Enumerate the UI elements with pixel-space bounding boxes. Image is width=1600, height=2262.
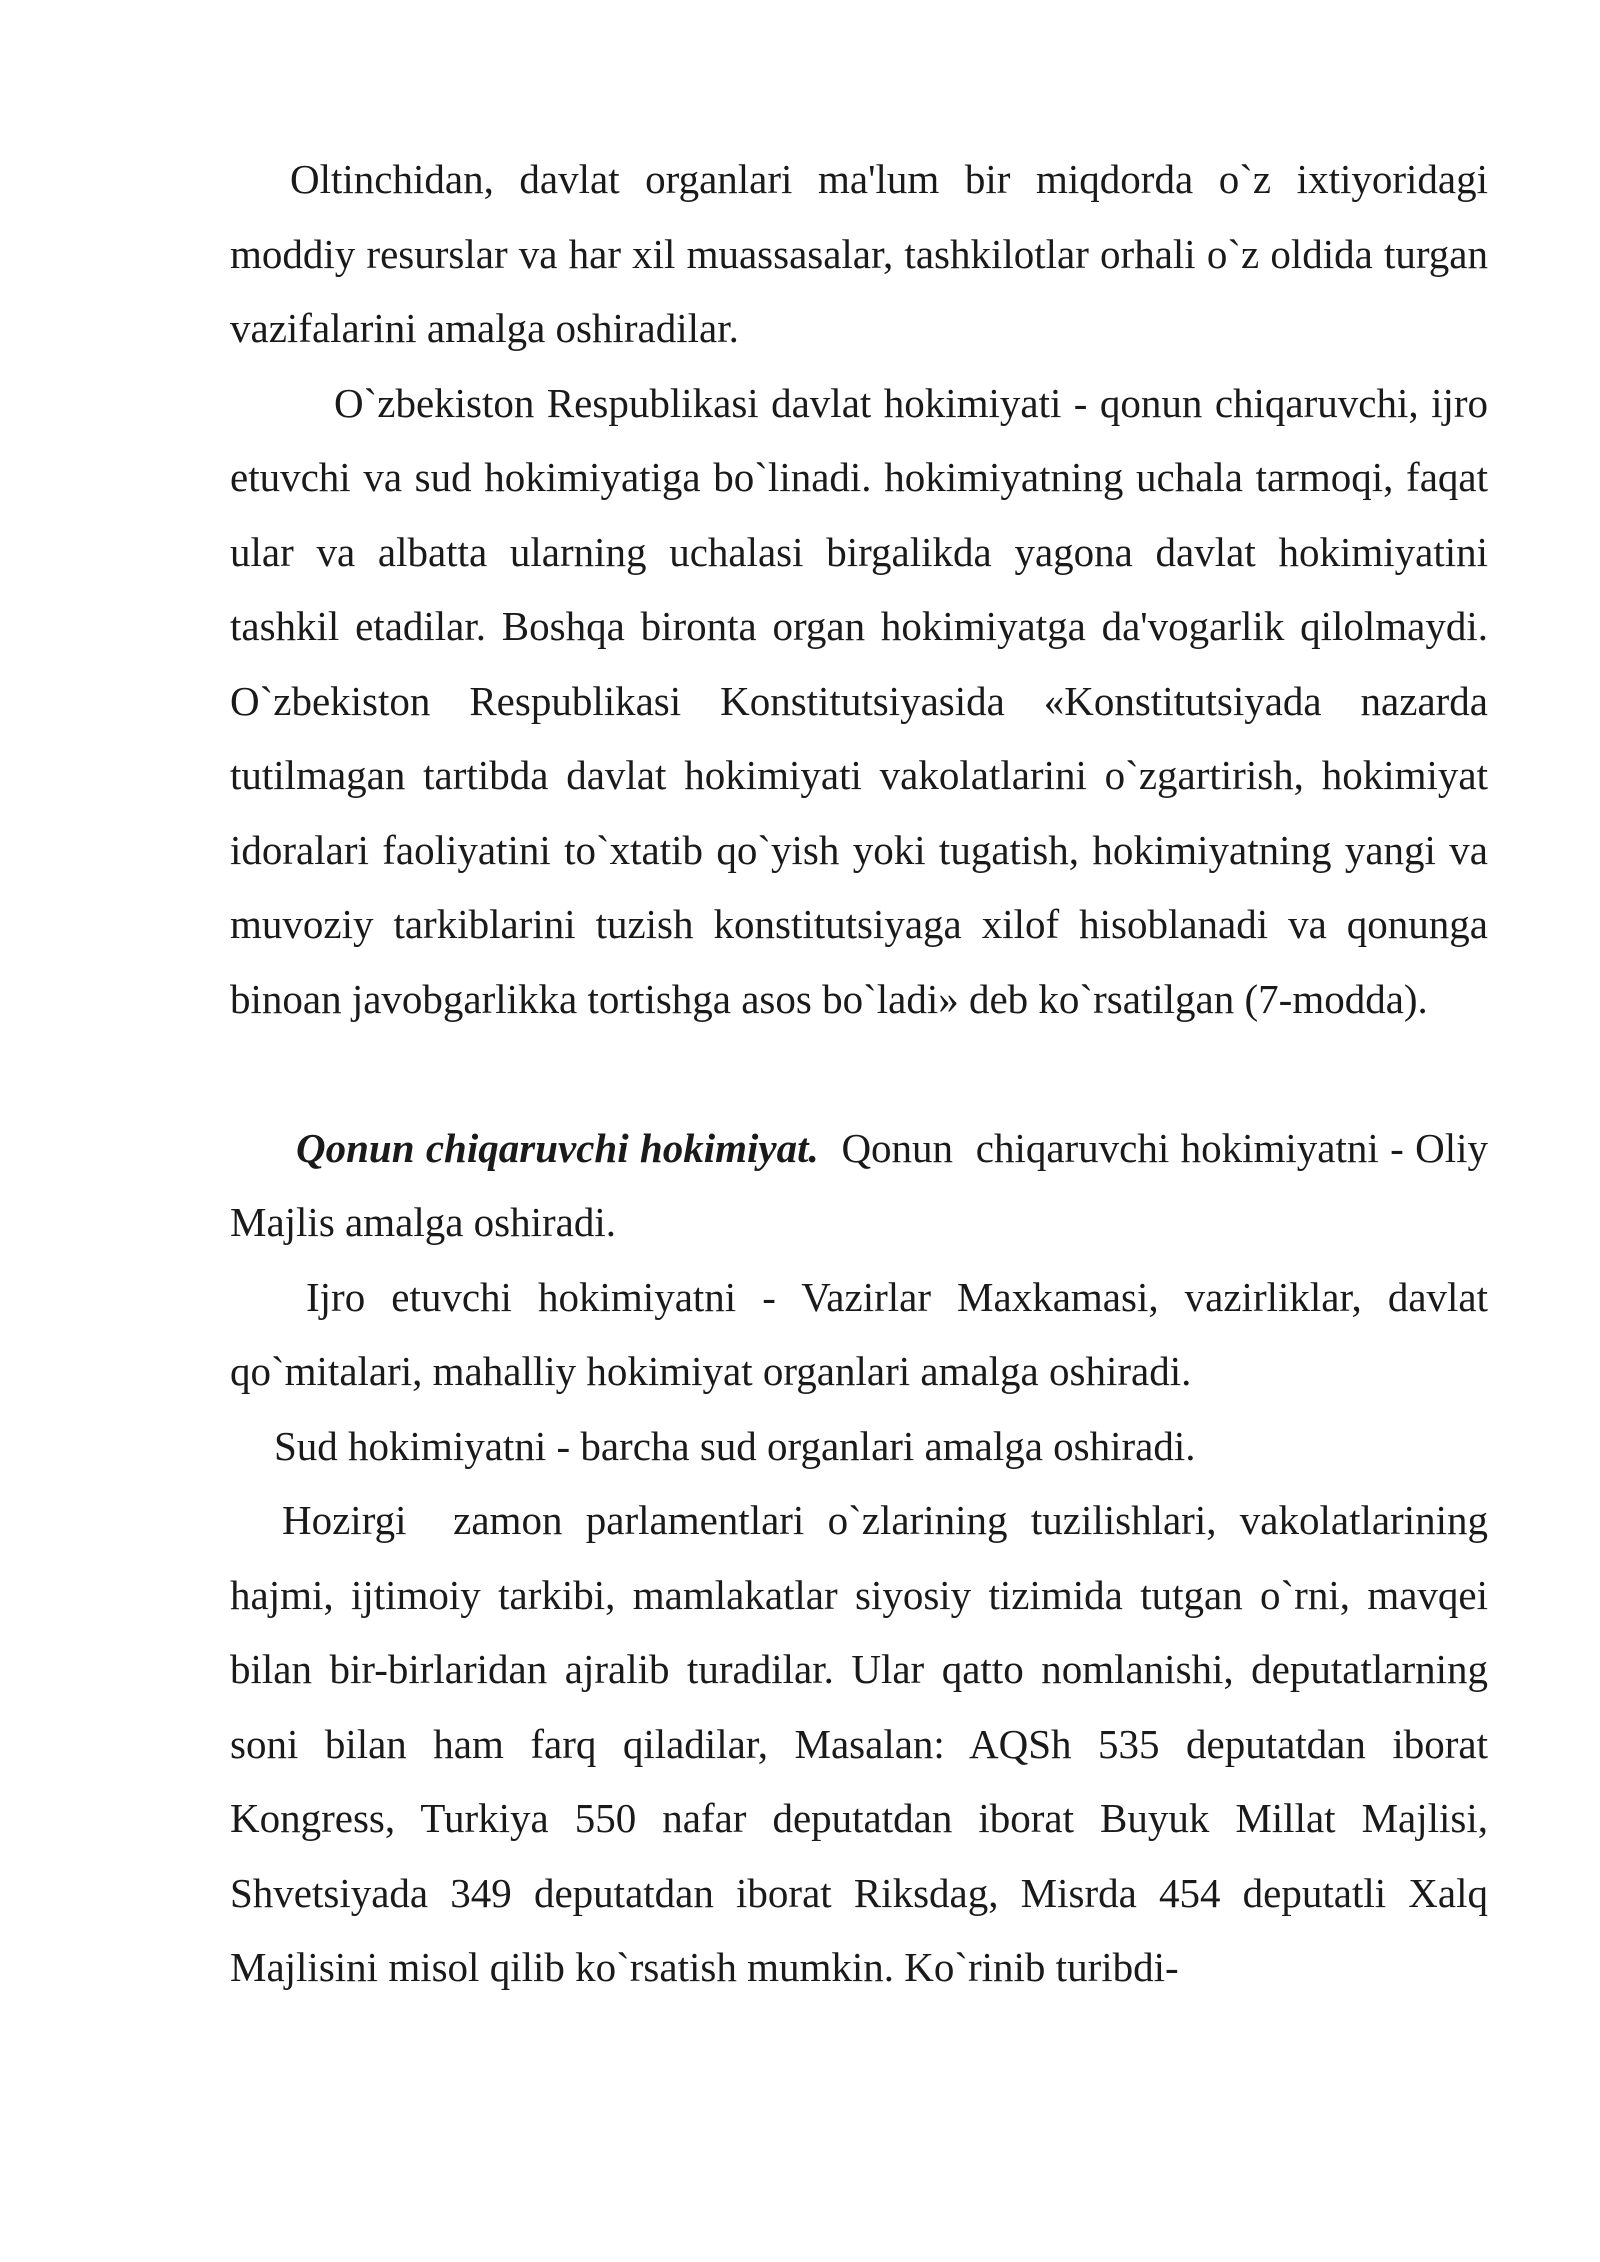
paragraph-ijro-etuvchi: Ijro etuvchi hokimiyatni - Vazirlar Maxkamasi, vazirliklar, davlat qo`mitalari, mahalliy hokimiyat organlari amalga oshiradi.: [230, 1273, 1488, 1394]
section-heading: Qonun chiqaruvchi hokimiyat.: [296, 1124, 819, 1171]
paragraph-qonun-chiqaruvchi: [230, 1111, 1499, 1260]
paragraph-sud-hokimiyati: Sud hokimiyatni - barcha sud organlari amalga oshiradi.: [274, 1422, 1196, 1469]
paragraph-hokimiyat-tarmoqlari: O`zbekiston Respublikasi davlat hokimiyati - qonun chiqaruvchi, ijro etuvchi va sud hokimiyatiga bo`linadi. hokimiyatning uchala tarmoqi, faqat ular va albatta ularning uchalasi birgalikda yagona davlat hokimiyatini tashkil etadilar. Boshqa bironta organ hokimiyatga da'vogarlik qilolmaydi. O`zbekiston Respublikasi Konstitutsiyasida «Konstitutsiyada nazarda tutilmagan tartibda davlat hokimiyati vakolatlarini o`zgartirish, hokimiyat idoralari faoliyatini to`xtatib qo`yish yoki tugatish, hokimiyatning yangi va muvoziy tarkiblarini tuzish konstitutsiyaga xilof hisoblanadi va qonunga binoan javobgarlikka tortishga asos bo`ladi» deb ko`rsatilgan (7-modda).: [230, 379, 1488, 1022]
paragraph-qonun-chiqaruvchi-body: Qonun chiqaruvchi hokimiyatni - Oliy Majlis amalga oshiradi.: [230, 1124, 1499, 1245]
paragraph-oltinchidan: Oltinchidan, davlat organlari ma'lum bir miqdorda o`z ixtiyoridagi moddiy resurslar va har xil muassasalar, tashkilotlar orhali o`z oldida turgan vazifalarini amalga oshiradilar.: [230, 156, 1488, 351]
paragraph-spacer: [230, 1036, 1488, 1111]
document-page: [230, 142, 1499, 2005]
paragraph-parlamentlar: Hozirgi zamon parlamentlari o`zlarining tuzilishlari, vakolatlarining hajmi, ijtimoiy tarkibi, mamlakatlar siyosiy tizimida tutgan o`rni, mavqei bilan bir-birlaridan ajralib turadilar. Ular qatto nomlanishi, deputatlarning soni bilan ham farq qiladilar, Masalan: AQSh 535 deputatdan iborat Kongress, Turkiya 550 nafar deputatdan iborat Buyuk Millat Majlisi, Shvetsiyada 349 deputatdan iborat Riksdag, Misrda 454 deputatli Xalq Majlisini misol qilib ko`rsatish mumkin. Ko`rinib turibdi-: [230, 1497, 1499, 1990]
